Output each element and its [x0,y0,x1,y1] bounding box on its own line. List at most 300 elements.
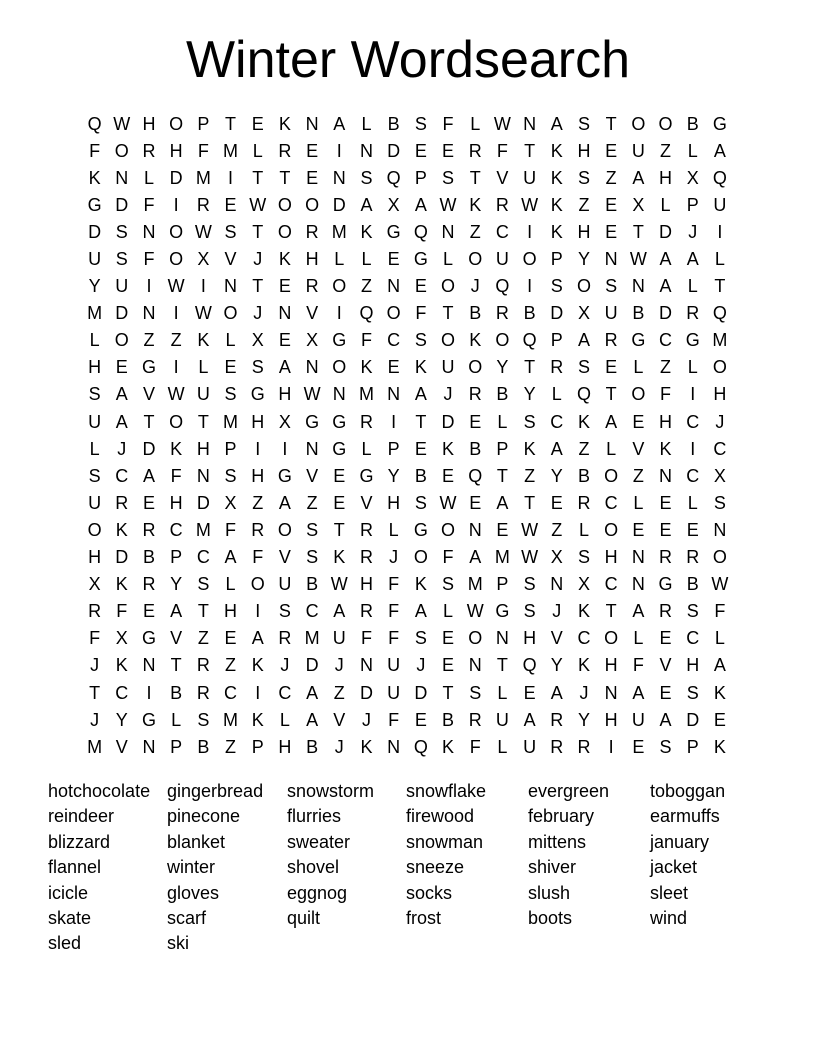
grid-cell: I [173,357,179,378]
grid-cell: O [277,194,292,215]
grid-cell: H [713,384,727,405]
grid-cell: N [631,574,645,595]
word-item: gingerbread [167,781,264,801]
grid-cell: V [170,628,183,649]
grid-cell: X [88,574,101,595]
grid-cell: E [659,628,672,649]
grid-cell: X [251,330,264,351]
grid-cell: S [686,601,699,622]
grid-cell: C [686,465,700,486]
grid-cell: S [306,547,319,568]
grid-cell: E [224,357,237,378]
word-item: flannel [48,857,102,878]
grid-cell: K [197,330,210,351]
grid-cell: A [632,167,645,188]
grid-cell: O [468,357,483,378]
grid-cell: N [142,655,156,676]
grid-cell: I [146,682,152,703]
grid-cell: R [196,194,210,215]
word-item: slush [528,882,571,903]
grid-cell: O [576,276,591,297]
grid-cell: V [659,655,672,676]
grid-cell: I [336,140,342,161]
grid-cell: A [333,601,346,622]
grid-cell: D [332,194,346,215]
word-item: sled [48,933,82,954]
grid-cell: L [361,249,372,270]
word-item: shovel [287,857,340,878]
grid-cell: S [224,384,237,405]
grid-cell: O [277,519,292,540]
grid-cell: W [194,303,212,324]
grid-cell: B [686,574,699,595]
grid-cell: R [468,384,482,405]
grid-cell: Z [660,357,672,378]
grid-cell: V [142,384,155,405]
grid-cell: N [468,519,482,540]
grid-cell: O [631,113,646,134]
grid-cell: L [606,438,617,459]
grid-cell: N [387,276,401,297]
grid-cell: A [632,682,645,703]
grid-cell: H [224,601,238,622]
grid-cell: W [167,276,185,297]
grid-cell: X [387,194,400,215]
grid-cell: Q [87,113,102,134]
grid-cell: U [631,140,645,161]
grid-cell: F [116,601,128,622]
word-item: sneeze [406,857,465,878]
grid-cell: S [360,167,373,188]
grid-cell: E [659,519,672,540]
grid-cell: L [578,519,589,540]
grid-cell: Z [306,492,318,513]
grid-cell: N [441,221,455,242]
grid-cell: A [713,140,726,161]
grid-cell: N [604,249,618,270]
grid-cell: G [495,601,510,622]
grid-cell: L [551,384,562,405]
grid-cell: C [495,221,509,242]
word-item: socks [406,882,453,903]
grid-cell: A [659,276,672,297]
grid-cell: U [115,276,129,297]
grid-cell: N [713,519,727,540]
grid-cell: C [713,438,727,459]
grid-cell: U [278,574,292,595]
grid-cell: R [359,519,373,540]
grid-cell: M [712,330,728,351]
grid-cell: J [253,303,263,324]
grid-cell: A [414,194,427,215]
word-item: scarf [167,908,207,929]
grid-cell: H [142,113,156,134]
grid-cell: L [497,682,508,703]
grid-cell: I [717,221,723,242]
grid-cell: U [713,194,727,215]
grid-cell: G [250,384,265,405]
grid-cell: W [113,113,131,134]
grid-cell: C [686,628,700,649]
grid-cell: N [604,682,618,703]
grid-cell: L [470,113,481,134]
grid-cell: H [251,411,265,432]
grid-cell: S [88,465,101,486]
grid-cell: I [608,736,614,757]
grid-cell: O [223,303,238,324]
word-item: snowstorm [287,781,375,801]
grid-cell: B [469,438,482,459]
grid-cell: L [171,709,182,730]
grid-cell: Z [660,140,672,161]
grid-cell: U [495,709,509,730]
grid-cell: P [224,438,237,459]
grid-cell: B [686,113,699,134]
word-item: sleet [650,882,689,903]
grid-cell: S [414,492,427,513]
grid-cell: E [306,167,319,188]
grid-cell: T [197,411,209,432]
grid-cell: S [577,113,590,134]
grid-cell: N [115,167,129,188]
grid-cell: D [359,682,373,703]
grid-cell: E [387,249,400,270]
grid-cell: W [439,492,457,513]
grid-cell: J [334,655,344,676]
grid-cell: C [305,601,319,622]
grid-cell: N [142,736,156,757]
grid-cell: X [224,492,237,513]
grid-cell: A [659,249,672,270]
grid-cell: E [333,465,346,486]
grid-cell: D [169,167,183,188]
grid-cell: Q [712,303,727,324]
grid-cell: M [87,303,103,324]
grid-cell: L [361,438,372,459]
grid-cell: O [169,221,184,242]
grid-cell: L [388,519,399,540]
grid-cell: K [659,438,672,459]
grid-cell: V [306,465,319,486]
grid-cell: H [659,167,673,188]
grid-cell: W [521,547,539,568]
grid-cell: S [523,411,536,432]
grid-cell: L [89,438,100,459]
grid-cell: Z [578,194,590,215]
grid-cell: D [387,140,401,161]
grid-cell: A [115,411,128,432]
grid-cell: Q [413,736,428,757]
grid-cell: T [524,492,536,513]
grid-cell: T [469,167,481,188]
grid-cell: L [660,194,671,215]
grid-cell: T [143,411,155,432]
grid-cell: J [552,601,562,622]
grid-cell: X [550,547,563,568]
grid-cell: T [170,655,182,676]
grid-cell: U [631,709,645,730]
grid-cell: X [577,574,590,595]
grid-cell: T [415,411,427,432]
grid-cell: S [115,249,128,270]
grid-cell: A [550,113,563,134]
grid-cell: K [550,194,563,215]
word-item: firewood [406,806,475,827]
grid-cell: J [334,736,344,757]
grid-cell: G [332,438,347,459]
grid-cell: Q [386,167,401,188]
grid-cell: A [686,249,699,270]
grid-cell: H [169,492,183,513]
word-item: boots [528,908,573,929]
grid-cell: N [332,167,346,188]
grid-cell: H [305,249,319,270]
grid-cell: L [687,357,698,378]
grid-cell: W [303,384,321,405]
grid-cell: Q [495,276,510,297]
grid-cell: S [414,330,427,351]
grid-cell: D [305,655,319,676]
grid-cell: H [278,384,292,405]
grid-cell: Y [88,276,101,297]
grid-cell: U [523,736,537,757]
grid-cell: L [225,574,236,595]
grid-cell: Z [551,519,563,540]
grid-cell: P [686,194,699,215]
word-list-column [287,779,406,931]
grid-cell: O [169,249,184,270]
grid-cell: L [279,709,290,730]
grid-cell: U [88,492,102,513]
grid-cell: H [604,709,618,730]
grid-cell: Z [578,438,590,459]
grid-cell: N [359,140,373,161]
grid-cell: Z [605,167,617,188]
grid-cell: F [143,194,155,215]
grid-cell: M [304,628,320,649]
grid-cell: J [443,384,453,405]
grid-cell: D [115,194,129,215]
grid-cell: I [255,682,261,703]
grid-cell: I [173,194,179,215]
grid-cell: K [442,736,455,757]
word-list [48,779,760,957]
grid-cell: R [142,519,156,540]
grid-cell: O [305,194,320,215]
grid-cell: E [224,628,237,649]
grid-cell: K [414,574,427,595]
grid-cell: T [333,519,345,540]
grid-cell: O [332,357,347,378]
grid-cell: Z [170,330,182,351]
grid-cell: L [225,330,236,351]
grid-cell: N [387,736,401,757]
grid-cell: S [523,601,536,622]
word-item: mittens [528,831,587,852]
grid-cell: K [550,221,563,242]
grid-cell: D [115,547,129,568]
grid-cell: I [282,438,288,459]
grid-cell: T [524,140,536,161]
grid-cell: G [141,628,156,649]
grid-cell: T [197,601,209,622]
word-list-column [406,779,528,931]
grid-cell: K [550,140,563,161]
grid-cell: C [387,330,401,351]
grid-cell: A [142,465,155,486]
grid-cell: G [305,411,320,432]
grid-cell: H [577,140,591,161]
grid-cell: I [173,303,179,324]
grid-cell: N [142,303,156,324]
grid-cell: D [550,303,564,324]
grid-cell: I [255,438,261,459]
grid-cell: E [659,492,672,513]
grid-cell: C [686,411,700,432]
grid-cell: G [386,221,401,242]
grid-cell: B [306,736,319,757]
grid-cell: K [550,167,563,188]
grid-cell: J [416,655,426,676]
grid-cell: J [688,221,698,242]
grid-cell: A [360,194,373,215]
grid-cell: E [605,194,618,215]
grid-cell: Y [170,574,183,595]
grid-cell: E [278,276,291,297]
grid-cell: P [251,736,264,757]
grid-cell: K [360,221,373,242]
grid-cell: J [470,276,480,297]
grid-cell: V [115,736,128,757]
grid-cell: K [713,736,726,757]
grid-cell: O [712,357,727,378]
grid-cell: A [115,384,128,405]
grid-cell: J [280,655,290,676]
grid-cell: O [441,330,456,351]
grid-cell: T [605,384,617,405]
grid-cell: M [223,709,239,730]
grid-cell: C [659,330,673,351]
grid-cell: G [712,113,727,134]
grid-cell: R [659,601,673,622]
grid-cell: R [142,574,156,595]
grid-cell: I [146,276,152,297]
grid-cell: Z [197,628,209,649]
grid-cell: N [387,384,401,405]
grid-cell: B [496,384,509,405]
word-item: skate [48,908,92,929]
grid-cell: M [223,140,239,161]
grid-cell: L [497,411,508,432]
grid-cell: E [414,709,427,730]
grid-cell: Z [524,465,536,486]
grid-cell: O [712,547,727,568]
grid-cell: Z [252,492,264,513]
grid-cell: T [496,655,508,676]
grid-cell: N [224,276,238,297]
grid-cell: K [577,601,590,622]
grid-cell: S [550,276,563,297]
grid-cell: E [550,492,563,513]
grid-cell: Z [143,330,155,351]
grid-cell: S [523,574,536,595]
grid-cell: O [495,330,510,351]
grid-cell: A [469,547,482,568]
grid-cell: N [495,628,509,649]
grid-cell: C [196,547,210,568]
grid-cell: E [442,465,455,486]
grid-cell: G [332,330,347,351]
grid-cell: L [443,249,454,270]
grid-cell: U [523,167,537,188]
grid-cell: B [632,303,645,324]
grid-cell: H [169,140,183,161]
grid-cell: V [333,709,346,730]
grid-cell: G [658,574,673,595]
word-item: earmuffs [650,806,720,827]
grid-cell: K [523,438,536,459]
grid-cell: Y [523,384,536,405]
grid-cell: F [469,736,481,757]
grid-cell: S [88,384,101,405]
grid-cell: E [469,411,482,432]
grid-cell: A [659,709,672,730]
grid-cell: A [414,601,427,622]
grid-cell: C [115,682,129,703]
grid-cell: E [605,221,618,242]
grid-cell: U [495,249,509,270]
grid-cell: Z [360,276,372,297]
word-item: wind [650,908,688,929]
grid-cell: I [255,601,261,622]
grid-cell: F [89,140,101,161]
grid-cell: O [413,547,428,568]
grid-cell: D [659,303,673,324]
grid-cell: H [604,547,618,568]
grid-cell: S [251,357,264,378]
grid-cell: U [196,384,210,405]
word-item: shiver [528,857,577,878]
grid-cell: O [441,519,456,540]
grid-cell: E [224,194,237,215]
grid-cell: O [169,113,184,134]
grid-cell: B [577,465,590,486]
grid-cell: D [142,438,156,459]
grid-cell: H [196,438,210,459]
grid-cell: G [413,519,428,540]
grid-cell: F [170,465,182,486]
grid-cell: H [387,492,401,513]
grid-cell: P [550,249,563,270]
grid-cell: J [90,709,100,730]
grid-cell: B [442,709,455,730]
grid-cell: R [495,303,509,324]
grid-cell: S [659,736,672,757]
grid-cell: P [170,547,183,568]
grid-cell: E [414,276,427,297]
word-item: snowflake [406,781,487,801]
grid-cell: L [252,140,263,161]
grid-cell: X [686,167,699,188]
grid-cell: R [604,330,618,351]
grid-cell: S [278,601,291,622]
grid-cell: J [90,655,100,676]
grid-cell: F [388,601,400,622]
grid-cell: N [305,357,319,378]
grid-cell: E [713,709,726,730]
grid-cell: T [496,465,508,486]
grid-cell: M [467,574,483,595]
